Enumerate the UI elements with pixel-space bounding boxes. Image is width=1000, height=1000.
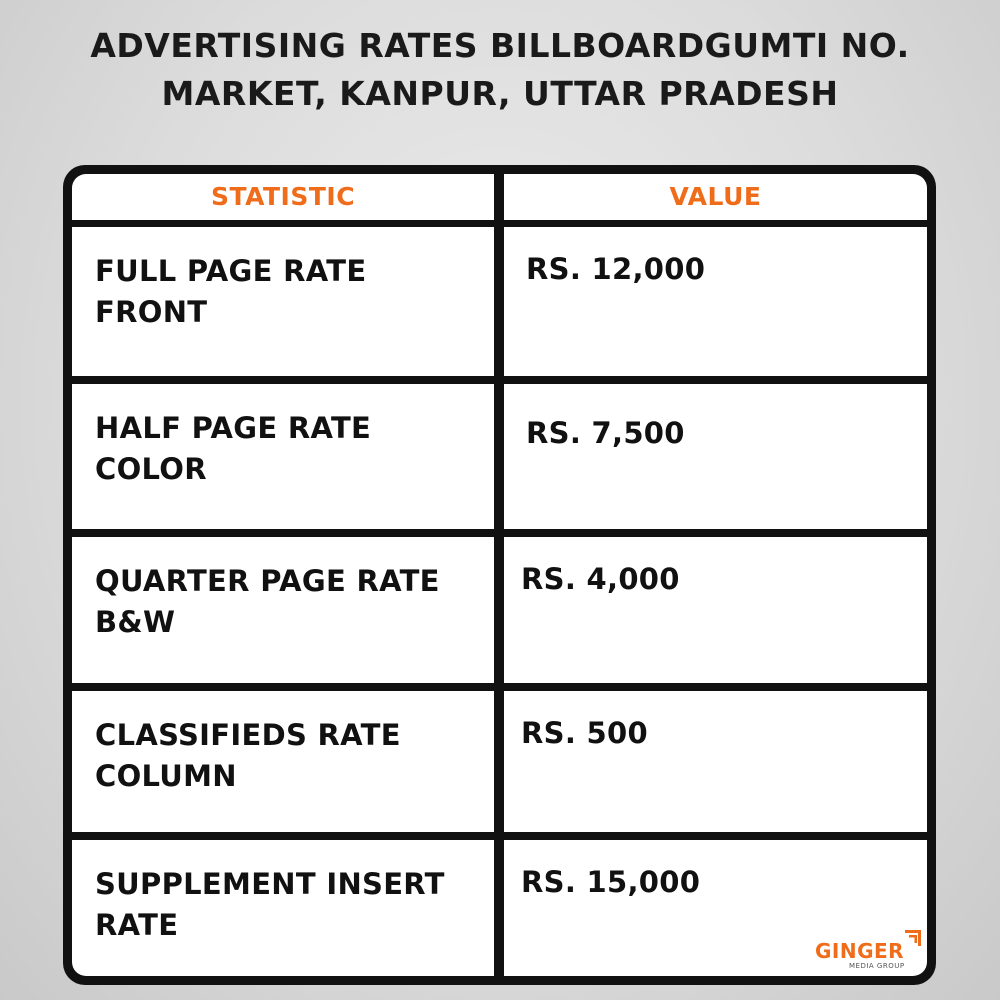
table-row-statistic: QUARTER PAGE RATE B&W <box>72 537 494 683</box>
ginger-logo <box>815 930 925 974</box>
table-row-value: RS. 7,500 <box>504 384 927 529</box>
header-statistic: STATISTIC <box>72 174 494 220</box>
logo-tagline: MEDIA GROUP <box>849 962 905 970</box>
rates-table <box>63 165 936 985</box>
table-row-value: RS. 500 <box>504 691 927 832</box>
table-row-statistic: CLASSIFIEDS RATE COLUMN <box>72 691 494 832</box>
table-row-value: RS. 12,000 <box>504 227 927 376</box>
table-row-statistic: FULL PAGE RATE FRONT <box>72 227 494 376</box>
page-title-line-1: ADVERTISING RATES BILLBOARDGUMTI NO. <box>90 26 910 65</box>
table-row-statistic: HALF PAGE RATE COLOR <box>72 384 494 529</box>
page-title-line-2: MARKET, KANPUR, UTTAR PRADESH <box>161 74 839 113</box>
table-row-statistic: SUPPLEMENT INSERT RATE <box>72 840 494 976</box>
header-value: VALUE <box>504 174 927 220</box>
table-row-value: RS. 15,000 <box>504 840 927 976</box>
logo-name: GINGER <box>815 939 905 963</box>
table-row-value: RS. 4,000 <box>504 537 927 683</box>
page-title <box>0 22 1000 118</box>
logo-mark-icon <box>905 930 921 946</box>
